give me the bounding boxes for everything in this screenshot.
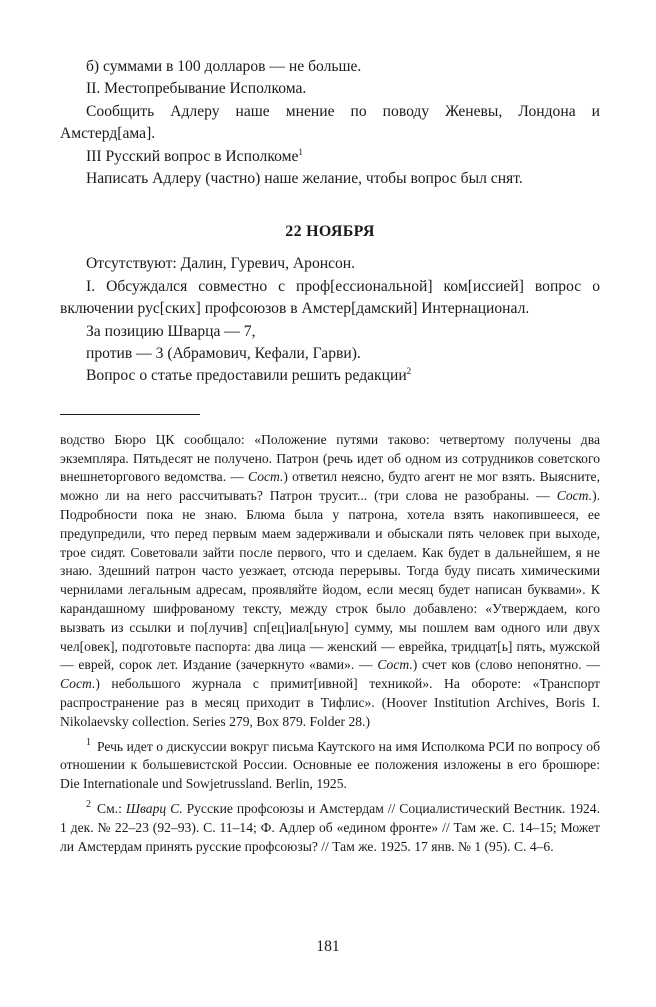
paragraph: против — 3 (Абрамович, Кефали, Гарви).	[86, 345, 361, 363]
paragraph: За позицию Шварца — 7,	[86, 322, 256, 340]
footnote-number: 1	[86, 737, 91, 749]
footnote-ref[interactable]: 1	[298, 146, 303, 157]
paragraph: II. Местопребывание Исполкома.	[86, 80, 307, 98]
page-body	[60, 56, 600, 856]
paragraph: б) суммами в 100 долларов — не больше.	[86, 58, 362, 75]
footnote-2: $^2$ См.: Шварц С. Русские профсоюзы и Амстердам // Социалистический Вестник. 1924. 1 дек. № 22–23 (92–93). С. 11–14; Ф. Адлер об «едином фронте» // Там же. С. 14–15; Может ли Амстердам принять русские профсоюзы? // Там же. 1925. 17 янв. № 1 (95). С. 4–6.	[60, 799, 600, 854]
footnote-1: $^1$ Речь идет о дискуссии вокруг письма Каутского на имя Исполкома РСИ по вопросу об отношении к большевистской России. Основные ее положения изложены в его брошюре: Die Internationale und Sowjetrussland. Berlin, 1925.	[60, 737, 600, 792]
page-number: 181	[316, 938, 340, 955]
paragraph: Отсутствуют: Далин, Гуревич, Аронсон.	[86, 255, 356, 273]
paragraph: Сообщить Адлеру наше мнение по поводу Женевы, Лондона и Амстерд[ама].	[60, 102, 600, 143]
footnote-continuation: водство Бюро ЦК сообщало: «Положение путями таково: четвертому получены два экземпляра. Пятьдесят не получено. Патрон (речь идет об одном из сотрудников советского внешнеторгового ведомства. — Сост.) ответил неясно, будто агент не мог взять. Выясните, можно ли на него рассчитывать? Патрон трусит... (три слова не разобраны. — Сост.). Подробности пока не знаю. Блюма была у патрона, хотела взять накопившееся, ее предупредили, что перед первым маем задерживали и обыскали пять человек при выходе, трое сидят. Советовали зайти после первого, что и сделаем. Как будет в дальнейшем, я не знаю. Здешний патрон часто уезжает, отсюда перерывы. Тогда буду писать химическими чернилами легальным адресам, проявляйте йодом, если месяц будет написан буквами». К карандашному шифрованому тексту, между строк было добавлено: «Утверждаем, кого вызвать из ссылки и по[лучив] сп[ец]иал[ьную] сумму, мы пошлем вам одного или двух чел[овек], подготовьте паспорта: два лица — женский — еврейка, тридцат[ь] пять, мужской — еврей, сорок лет. Издание (зачеркнуто «вами». — Сост.) счет ков (слово непонятно. — Сост.) небольшого журнала с примит[ивной] техникой». На обороте: «Транспорт распространение раз в месяц приходит в Тифлис». (Hoover Institution Archives, Boris I. Nikolaevsky collection. Series 279, Box 879. Folder 28.)	[60, 431, 600, 729]
section-heading: 22 НОЯБРЯ	[285, 223, 375, 241]
footnote-number: 2	[86, 799, 91, 811]
paragraph	[60, 365, 600, 387]
footnote-ref[interactable]: 2	[406, 366, 412, 377]
paragraph-text: Вопрос о статье предоставили решить редакции	[86, 367, 407, 385]
footnote-divider	[60, 414, 200, 415]
paragraph: I. Обсуждался совместно с проф[ессиональной] ком[иссией] вопрос о включении рус[ских] профсоюзов в Амстер[дамский] Интернационал.	[60, 277, 600, 318]
paragraph-text: III Русский вопрос в Исполкоме	[86, 147, 299, 165]
paragraph: Написать Адлеру (частно) наше желание, чтобы вопрос был снят.	[86, 170, 523, 188]
paragraph	[60, 146, 600, 168]
